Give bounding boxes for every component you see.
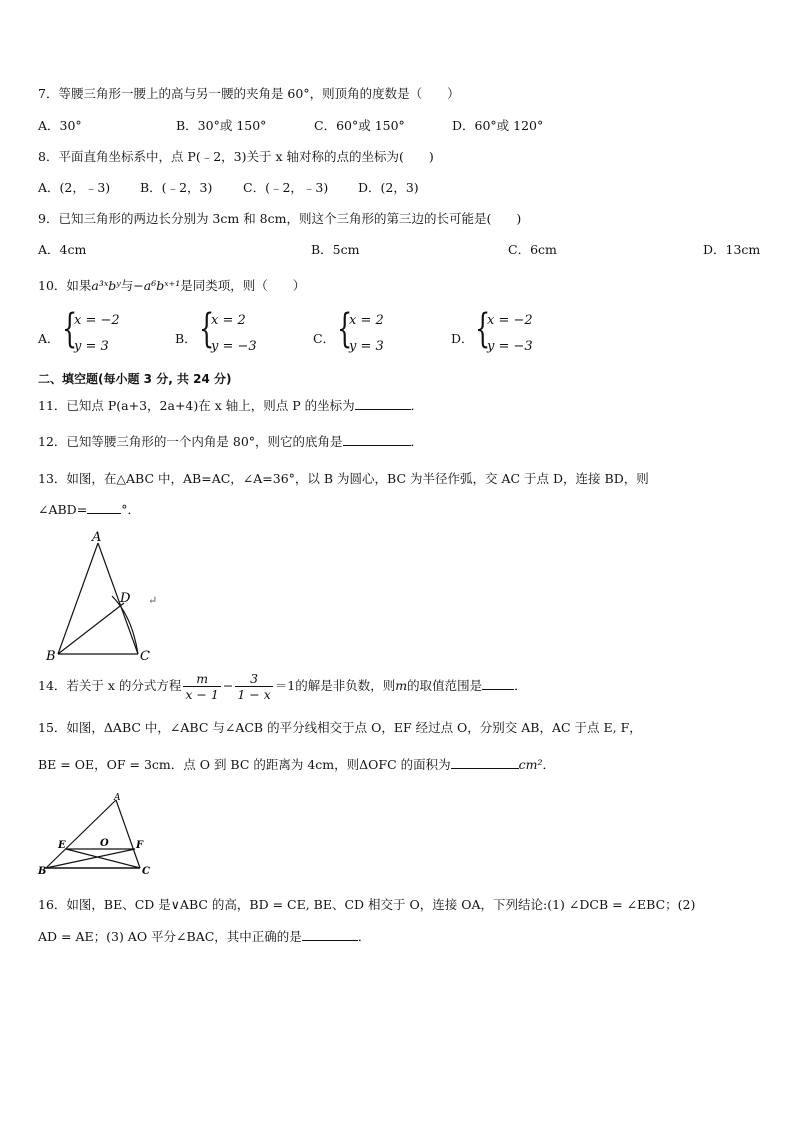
q10-option-c-eq1: x = 2 <box>349 313 384 328</box>
q13-prefix: ∠ABD= <box>38 502 88 517</box>
q14-suffix: 的取值范围是 <box>407 678 483 693</box>
q7-option-b: B．30°或 150° <box>176 118 267 133</box>
q14-f2-numerator: 3 <box>235 671 272 687</box>
q7-option-d: D．60°或 120° <box>452 118 544 133</box>
q9-option-c: C．6cm <box>508 242 557 257</box>
q10-option-c-label: C． <box>313 331 336 346</box>
q14-prefix: 14．若关于 x 的分式方程 <box>38 678 182 693</box>
section-heading: 二、填空题(每小题 3 分, 共 24 分) <box>38 372 232 386</box>
q15-line2 <box>38 755 555 773</box>
q10-term1: a³ˣbʸ <box>91 278 121 293</box>
q16-line2 <box>38 927 370 945</box>
q10-option-d-eq2: y = −3 <box>487 339 533 354</box>
q16-end: ． <box>357 929 371 944</box>
q14-var: m <box>395 678 408 693</box>
q15-bisector-c <box>66 849 140 868</box>
q15-label-b: B <box>38 866 47 877</box>
q11-answer-blank[interactable] <box>355 397 411 410</box>
q8-option-a: A．(2，﹣3) <box>38 180 111 195</box>
q10-option-c-system: { x = 2 y = 3 <box>337 306 384 354</box>
q16-answer-blank[interactable] <box>302 928 358 941</box>
q10-option-d-system: { x = −2 y = −3 <box>475 306 533 354</box>
q13-side-ac <box>98 543 138 654</box>
q15-side-ac <box>116 800 140 868</box>
q15-answer-blank[interactable] <box>451 756 519 769</box>
q10-option-c-eq2: y = 3 <box>349 339 384 354</box>
q9-stem: 9．已知三角形的两边长分别为 3cm 和 8cm，则这个三角形的第三边的长可能是( ) <box>38 211 522 226</box>
q14-minus: − <box>222 678 234 693</box>
q8-option-b: B．(﹣2，3) <box>140 180 213 195</box>
q15-side-ab <box>46 800 116 868</box>
q13-label-a: A <box>92 530 102 545</box>
q16-line1: 16．如图，BE、CD 是∨ABC 的高，BD = CE, BE、CD 相交于 O，连接 OA，下列结论:(1) ∠DCB = ∠EBC；(2) <box>38 897 696 912</box>
q10-suffix: 是同类项，则（ ） <box>180 278 306 293</box>
q15-unit: cm² <box>518 757 543 772</box>
q13-return-mark: ↵ <box>148 594 158 607</box>
q13-answer-blank[interactable] <box>87 501 121 514</box>
q13-line2 <box>38 500 140 518</box>
q14 <box>38 670 527 702</box>
q10-option-a-label: A． <box>38 331 60 346</box>
q15-label-c: C <box>142 866 150 877</box>
q14-answer-blank[interactable] <box>482 677 514 690</box>
q10-prefix: 10．如果 <box>38 278 92 293</box>
q14-fraction-1 <box>183 671 220 702</box>
q15-figure <box>36 790 156 880</box>
q14-end: ． <box>514 678 527 693</box>
q9-option-d: D．13cm <box>703 242 761 257</box>
q12 <box>38 432 423 450</box>
q13-figure <box>40 528 170 666</box>
q16-text: AD = AE；(3) AO 平分∠BAC，其中正确的是 <box>38 929 302 944</box>
q15-label-a: A <box>114 793 121 803</box>
q8-option-d: D．(2，3) <box>358 180 419 195</box>
q11-text: 11．已知点 P(a+3，2a+4)在 x 轴上，则点 P 的坐标为 <box>38 398 355 413</box>
q15-label-f: F <box>136 840 144 851</box>
q10-term2: −a⁶bˣ⁺¹ <box>133 278 181 293</box>
q15-text: BE = OE，OF = 3cm．点 O 到 BC 的距离为 4cm，则ΔOFC 的面积为 <box>38 757 451 772</box>
q14-fraction-2 <box>235 671 272 702</box>
q10-option-b-system: { x = 2 y = −3 <box>199 306 257 354</box>
q10-mid: 与 <box>120 278 134 293</box>
q13-segment-bd <box>58 603 124 654</box>
q10-option-d-eq1: x = −2 <box>487 313 533 328</box>
q9-option-b: B．5cm <box>311 242 360 257</box>
q10-option-b-eq1: x = 2 <box>211 313 246 328</box>
q12-end: ． <box>410 434 424 449</box>
q14-mid: 的解是非负数，则 <box>295 678 396 693</box>
q13-end: °． <box>121 502 140 517</box>
q15-line1: 15．如图，ΔABC 中，∠ABC 与∠ACB 的平分线相交于点 O，EF 经过点 O，分别交 AB，AC 于点 E, F， <box>38 720 642 735</box>
q10-option-d-label: D． <box>451 331 474 346</box>
q15-label-e: E <box>58 840 66 851</box>
q15-label-o: O <box>100 838 109 849</box>
q7-stem: 7．等腰三角形一腰上的高与另一腰的夹角是 60°，则顶角的度数是（ ） <box>38 86 460 101</box>
q13-label-c: C <box>140 649 150 664</box>
q13-label-b: B <box>46 649 56 664</box>
q11 <box>38 396 423 414</box>
q13-label-d: D <box>120 591 131 606</box>
q12-text: 12．已知等腰三角形的一个内角是 80°，则它的底角是 <box>38 434 343 449</box>
q14-f2-denominator: 1 − x <box>237 687 271 702</box>
q8-option-c: C．(﹣2，﹣3) <box>243 180 329 195</box>
q10-option-a-system: { x = −2 y = 3 <box>62 306 120 354</box>
q7-option-a: A．30° <box>38 118 82 133</box>
q10-option-b-label: B． <box>175 331 197 346</box>
q10-option-a-eq1: x = −2 <box>74 313 120 328</box>
q14-f1-denominator: x − 1 <box>185 687 219 702</box>
q14-eq: ＝1 <box>274 678 296 693</box>
q10-option-b-eq2: y = −3 <box>211 339 257 354</box>
q14-f1-numerator: m <box>183 671 220 687</box>
q8-stem: 8．平面直角坐标系中，点 P(﹣2，3)关于 x 轴对称的点的坐标为( ) <box>38 149 434 164</box>
q13-side-ab <box>58 543 98 654</box>
q10-stem <box>38 276 305 294</box>
q7-option-c: C．60°或 150° <box>314 118 405 133</box>
q12-answer-blank[interactable] <box>343 433 411 446</box>
q13-line1: 13．如图，在△ABC 中，AB=AC，∠A=36°，以 B 为圆心，BC 为半径作弧，交 AC 于点 D，连接 BD，则 <box>38 471 649 486</box>
q11-end: ． <box>410 398 424 413</box>
q10-option-a-eq2: y = 3 <box>74 339 109 354</box>
q15-end: ． <box>542 757 556 772</box>
q15-bisector-b <box>46 849 135 868</box>
q9-option-a: A．4cm <box>38 242 87 257</box>
